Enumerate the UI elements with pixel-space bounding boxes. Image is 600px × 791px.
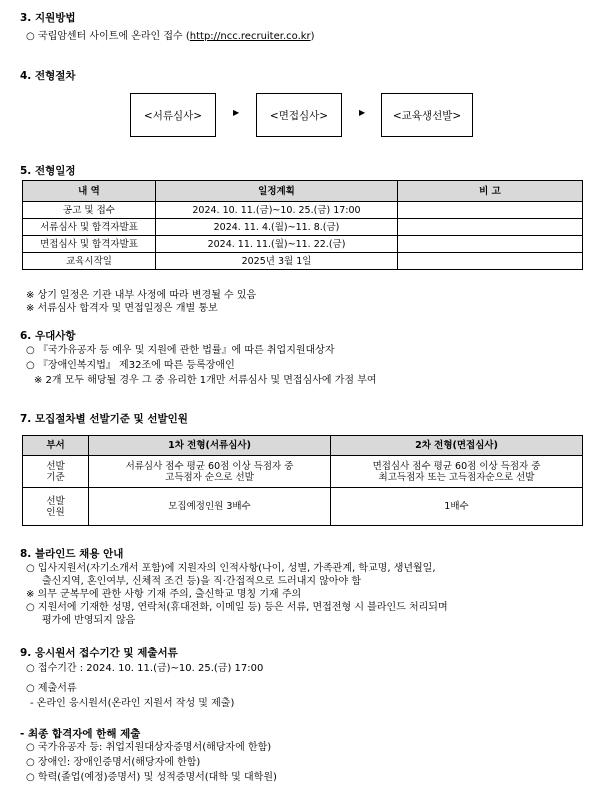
section-3-title: 3. 지원방법: [20, 12, 76, 24]
table-cell: [398, 202, 583, 219]
preference-item: ○ 『장애인복지법』 제32조에 따른 등록장애인: [26, 360, 235, 371]
table-cell: 모집예정인원 3배수: [89, 488, 331, 526]
section-6-title: 6. 우대사항: [20, 330, 76, 342]
section-3-line: [26, 30, 315, 43]
flow-arrow-icon: ▶: [359, 108, 366, 117]
row-label: 선발 인원: [23, 488, 89, 526]
col-header: 일정계획: [156, 181, 398, 202]
flow-arrow-icon: ▶: [233, 108, 240, 117]
table-cell: 공고 및 접수: [23, 202, 156, 219]
application-period: ○ 접수기간 : 2024. 10. 11.(금)~10. 25.(금) 17:00: [26, 663, 264, 674]
section-4-title: 4. 전형절차: [20, 70, 76, 82]
col-header: 내 역: [23, 181, 156, 202]
section-7-title: 7. 모집절차별 선발기준 및 선발인원: [20, 413, 188, 425]
flow-step-document-review: <서류심사>: [130, 93, 216, 137]
final-item: ○ 국가유공자 등: 취업지원대상자증명서(해당자에 한함): [26, 742, 272, 753]
schedule-header-row: [23, 181, 583, 202]
table-row: [23, 236, 583, 253]
section-3-text: ○ 국립암센터 사이트에 온라인 접수 (: [26, 31, 190, 42]
blind-item-cont: 평가에 반영되지 않음: [42, 615, 136, 626]
recruiter-link[interactable]: http://ncc.recruiter.co.kr: [189, 31, 311, 42]
final-item: ○ 학력(졸업(예정)증명서) 및 성적증명서(대학 및 대학원): [26, 772, 277, 783]
col-header: 비 고: [398, 181, 583, 202]
table-cell: 서류심사 및 합격자발표: [23, 219, 156, 236]
selection-criteria-table: [22, 435, 583, 526]
documents-item: - 온라인 응시원서(온라인 지원서 작성 및 제출): [30, 698, 235, 709]
blind-item: ○ 지원서에 기재한 성명, 연락처(휴대전화, 이메일 등) 등은 서류, 면접전형 시 블라인드 처리되며: [26, 602, 448, 613]
section-8-title: 8. 블라인드 채용 안내: [20, 548, 124, 560]
schedule-note: ※ 상기 일정은 기관 내부 사정에 따라 변경될 수 있음: [26, 290, 257, 301]
table-row: [23, 456, 583, 488]
table-cell: 2024. 11. 11.(월)~11. 22.(금): [156, 236, 398, 253]
section-5-title: 5. 전형일정: [20, 165, 76, 177]
blind-item-cont: 출신지역, 혼인여부, 신체적 조건 등)을 직·간접적으로 드러내지 않아야 함: [42, 576, 362, 587]
table-cell: 면접심사 점수 평균 60점 이상 득점자 중 최고득점자 또는 고득점자순으로 선발: [331, 456, 583, 488]
blind-item: ○ 입사지원서(자기소개서 포함)에 지원자의 인적사항(나이, 성별, 가족관계, 학교명, 생년월일,: [26, 563, 436, 574]
flow-step-interview: <면접심사>: [256, 93, 342, 137]
table-cell: 2024. 11. 4.(월)~11. 8.(금): [156, 219, 398, 236]
table-row: [23, 253, 583, 270]
documents-heading: ○ 제출서류: [26, 683, 77, 694]
criteria-header-row: [23, 436, 583, 456]
schedule-table: [22, 180, 583, 270]
final-item: ○ 장애인: 장애인증명서(해당자에 한함): [26, 757, 201, 768]
section-3-text-end: ): [310, 31, 315, 42]
final-title: - 최종 합격자에 한해 제출: [20, 728, 141, 740]
table-cell: 1배수: [331, 488, 583, 526]
col-header: 부서: [23, 436, 89, 456]
col-header: 1차 전형(서류심사): [89, 436, 331, 456]
table-cell: 면접심사 및 합격자발표: [23, 236, 156, 253]
table-row: [23, 202, 583, 219]
blind-note: ※ 의무 군복무에 관한 사항 기재 주의, 출신학교 명칭 기재 주의: [26, 589, 302, 600]
table-cell: [398, 219, 583, 236]
preference-item: ○ 『국가유공자 등 예우 및 지원에 관한 법률』에 따른 취업지원대상자: [26, 345, 335, 356]
table-cell: 교육시작일: [23, 253, 156, 270]
section-9-title: 9. 응시원서 접수기간 및 제출서류: [20, 647, 178, 659]
flow-step-trainee-selection: <교육생선발>: [381, 93, 473, 137]
preference-note: ※ 2개 모두 해당될 경우 그 중 유리한 1개만 서류심사 및 면접심사에 가점 부여: [34, 375, 377, 386]
table-cell: [398, 236, 583, 253]
table-cell: 2024. 10. 11.(금)~10. 25.(금) 17:00: [156, 202, 398, 219]
table-row: [23, 488, 583, 526]
schedule-note: ※ 서류심사 합격자 및 면접일정은 개별 통보: [26, 303, 218, 314]
table-row: [23, 219, 583, 236]
table-cell: 2025년 3월 1일: [156, 253, 398, 270]
col-header: 2차 전형(면접심사): [331, 436, 583, 456]
table-cell: [398, 253, 583, 270]
row-label: 선발 기준: [23, 456, 89, 488]
table-cell: 서류심사 점수 평균 60점 이상 득점자 중 고득점자 순으로 선발: [89, 456, 331, 488]
